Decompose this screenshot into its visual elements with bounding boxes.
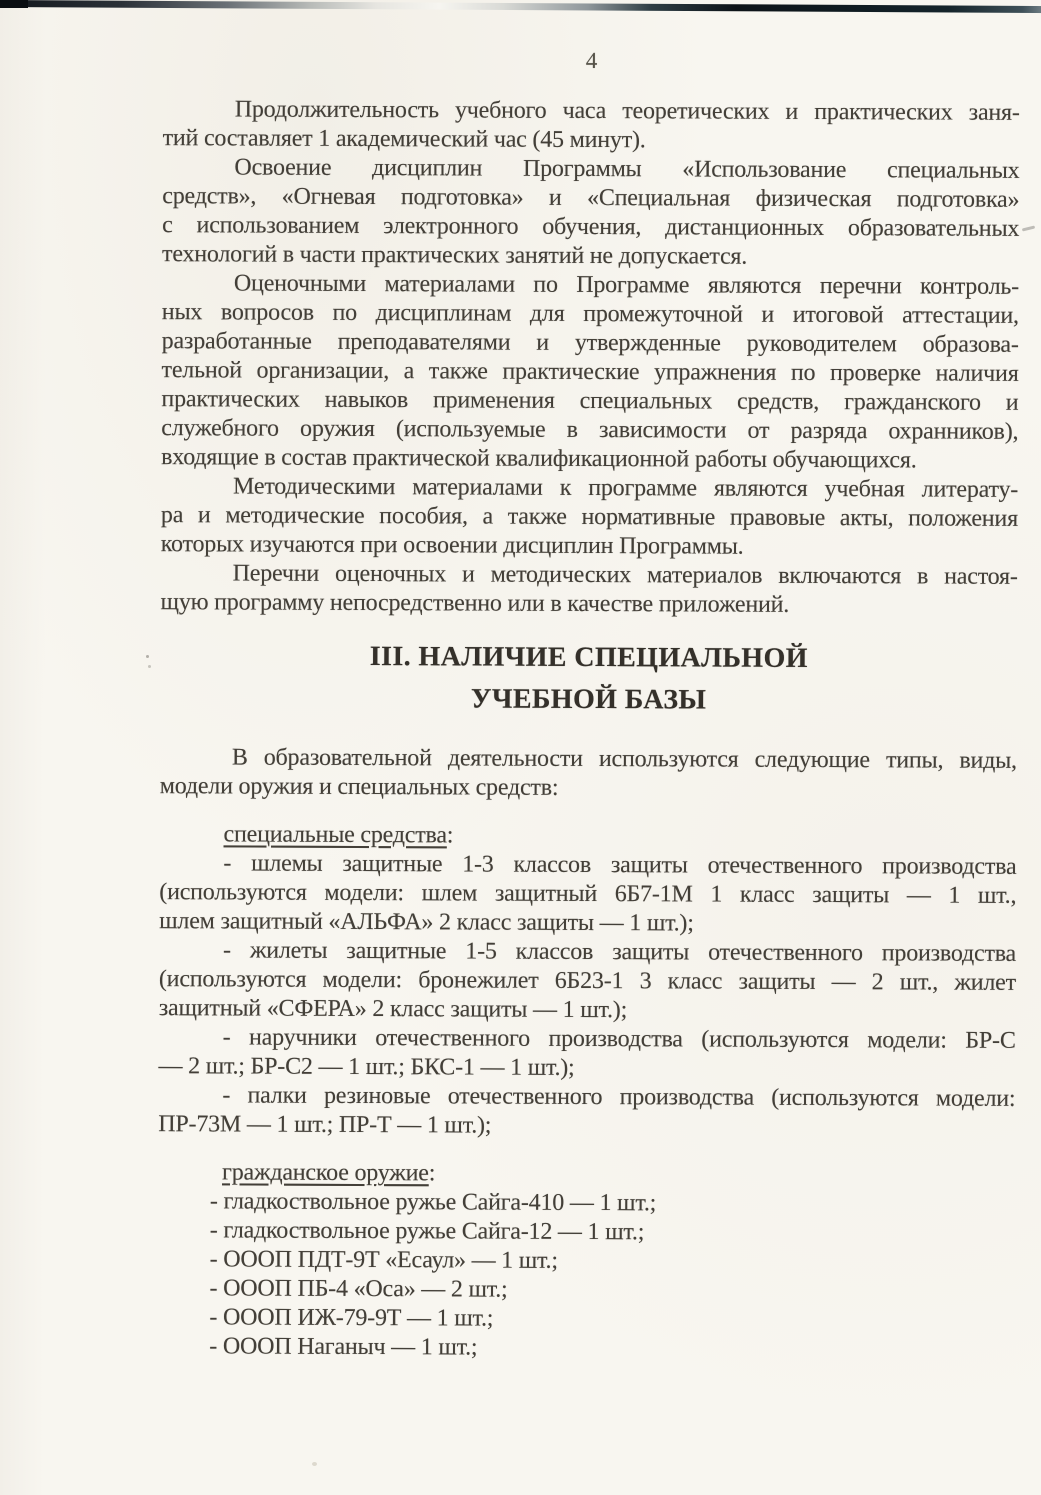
text-line: разработанные преподавателями и утвержденные руководителем образова- [161, 328, 1019, 358]
paragraph [161, 559, 1018, 621]
list-item: - ОООП Наганыч — 1 шт.; [209, 1333, 478, 1361]
text-line: В образовательной деятельности используются следующие типы, виды, [231, 744, 1017, 774]
section-heading [160, 635, 1017, 723]
subsection-title: специальные средства: [223, 821, 454, 849]
scan-speck [312, 1462, 317, 1466]
text-line: средств», «Огневая подготовка» и «Специальная физическая подготовка» [162, 183, 1020, 213]
list-item: - гладкоствольное ружье Сайга-12 — 1 шт.; [209, 1217, 645, 1246]
paragraph [160, 743, 1017, 805]
text-line: шлем защитный «АЛЬФА» 2 класс защиты — 1 шт.); [159, 908, 694, 937]
scanner-edge-artifact [0, 0, 1041, 13]
text-line: - наручники отечественного производства (используются модели: БР-С [222, 1024, 1016, 1054]
text-line: практических навыков применения специальных средств, гражданского и [161, 386, 1019, 416]
scan-speck [146, 655, 149, 658]
text-line: - жилеты защитные 1-5 классов защиты отечественного производства [222, 937, 1017, 967]
paragraph [161, 269, 1019, 476]
text-line: Методическими материалами к программе являются учебная литерату- [233, 473, 1019, 503]
scan-speck [1022, 225, 1035, 231]
text-line: (используются модели: бронежилет 6Б23-1 3 класс защиты — 2 шт., жилет [158, 966, 1016, 996]
text-line: входящие в состав практической квалификационной работы обучающихся. [161, 444, 917, 474]
text-line: которых изучаются при освоении дисциплин Программы. [160, 531, 744, 560]
text-line: щую программу непосредственно или в качестве приложений. [160, 589, 790, 618]
subsection-title: гражданское оружие: [222, 1159, 436, 1187]
text-line: технологий в части практических занятий не допускается. [162, 241, 748, 270]
text-line: — 2 шт.; БР-С2 — 1 шт.; БКС-1 — 1 шт.); [158, 1053, 575, 1081]
text-line: ных вопросов по дисциплинам для промежуточной и итоговой аттестации, [161, 299, 1019, 329]
document-body [157, 95, 1020, 1365]
text-line: ПР-73М — 1 шт.; ПР-Т — 1 шт.); [158, 1111, 492, 1139]
paragraph [161, 472, 1018, 563]
list-item: - ОООП ПБ-4 «Оса» — 2 шт.; [209, 1275, 508, 1303]
section-heading-line: УЧЕБНОЙ БАЗЫ [470, 683, 707, 716]
text-line: Оценочными материалами по Программе являются перечни контроль- [233, 270, 1020, 300]
text-line: модели оружия и специальных средств: [159, 773, 559, 801]
subsection-title-text: гражданское оружие [222, 1159, 429, 1187]
page-number: 4 [585, 47, 598, 74]
paragraph [163, 95, 1020, 157]
text-line: Продолжительность учебного часа теоретических и практических заня- [234, 96, 1020, 126]
text-line: Освоение дисциплин Программы «Использование специальных [234, 154, 1020, 184]
scanner-corner-artifact [0, 0, 28, 8]
text-line: с использованием электронного обучения, дистанционных образовательных [162, 212, 1020, 242]
list-item [158, 1023, 1015, 1085]
text-line: тельной организации, а также практические упражнения по проверке наличия [161, 357, 1019, 387]
list-item: - ОООП ПДТ-9Т «Есаул» — 1 шт.; [209, 1246, 558, 1274]
section-heading-line: III. НАЛИЧИЕ СПЕЦИАЛЬНОЙ [369, 641, 808, 674]
list-item [159, 849, 1016, 940]
list-item [159, 936, 1016, 1027]
text-line: - шлемы защитные 1-3 классов защиты отечественного производства [223, 850, 1017, 880]
subsection-title-text: специальные средства [223, 821, 447, 849]
text-line: - палки резиновые отечественного производства (используются модели: [222, 1082, 1016, 1112]
list-item [158, 1081, 1015, 1143]
paragraph [162, 153, 1019, 273]
text-line: Перечни оценочных и методических материалов включаются в настоя- [232, 560, 1018, 590]
list-item: - ОООП ИЖ-79-9Т — 1 шт.; [209, 1304, 494, 1332]
text-line: служебного оружия (используемые в зависимости от разряда охранников), [161, 415, 1019, 445]
text-line: защитный «СФЕРА» 2 класс защиты — 1 шт.); [158, 995, 628, 1024]
text-line: (используются модели: шлем защитный 6Б7-1М 1 класс защиты — 1 шт., [159, 879, 1017, 909]
document-content [157, 44, 1020, 1365]
text-line: тий составляет 1 академический час (45 минут). [162, 125, 646, 154]
text-line: ра и методические пособия, а также нормативные правовые акты, положения [160, 502, 1018, 532]
list-item: - гладкоствольное ружье Сайга-410 — 1 шт.; [209, 1188, 657, 1217]
